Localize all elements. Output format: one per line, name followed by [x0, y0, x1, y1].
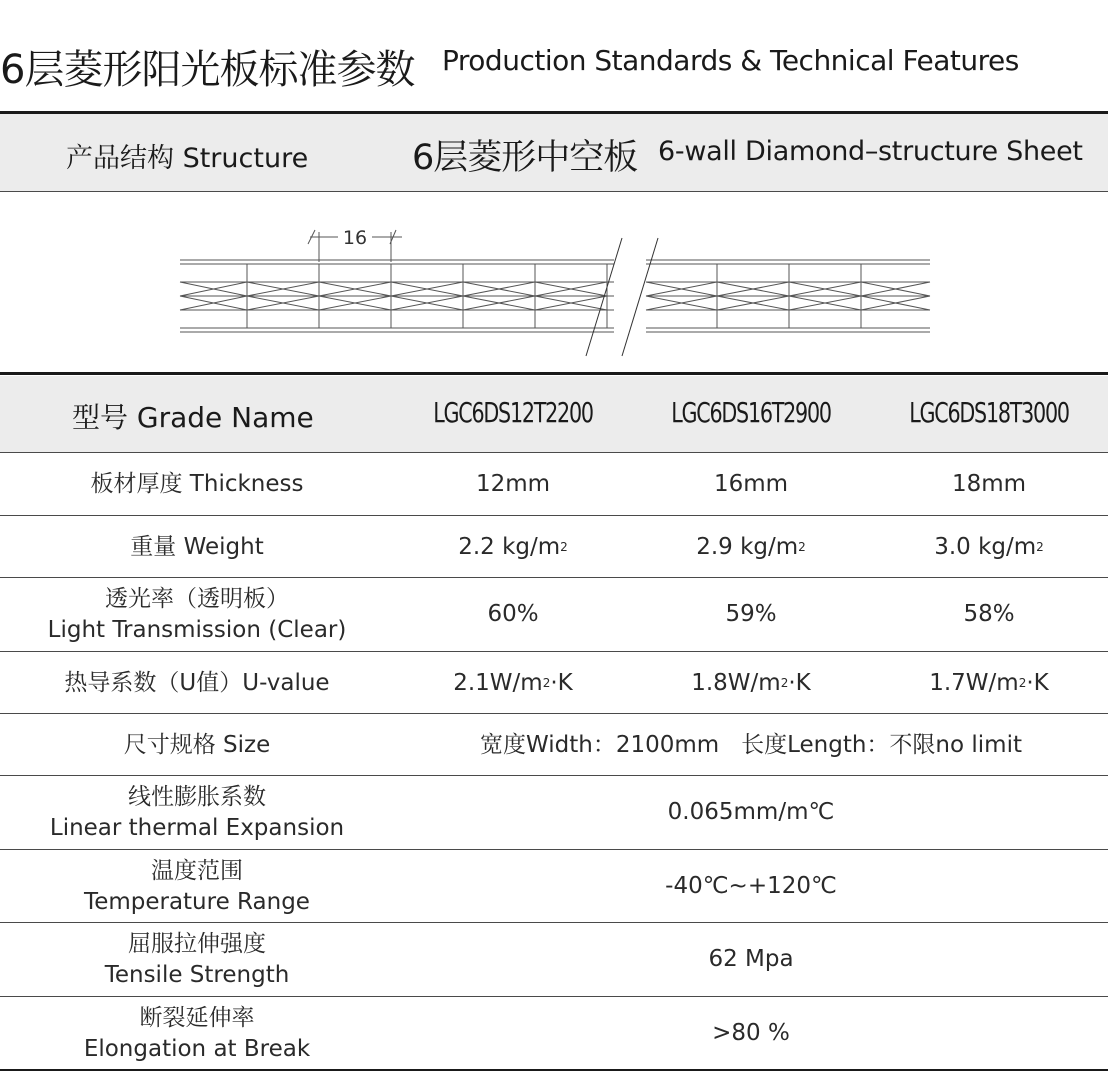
row-label-expansion: 线性膨胀系数 Linear thermal Expansion: [49, 783, 345, 841]
sheet-left-segment: [180, 260, 614, 332]
table-row-temperature: [0, 850, 1108, 923]
uvalue-value-2: 1.8W/m 2 ·K: [691, 669, 811, 696]
temperature-value: -40℃~+120℃: [665, 873, 837, 899]
thickness-value-3: 18mm: [951, 470, 1027, 497]
weight-value-2: 2.9 kg/m 2: [696, 533, 806, 560]
transmission-value-1: 60%: [487, 601, 539, 627]
table-row-elongation: [0, 997, 1108, 1070]
table-row-tensile: [0, 923, 1108, 996]
grade-column-1: LGC6DS12T2200: [433, 396, 593, 429]
table-row-thickness: [0, 453, 1108, 515]
bottom-rule: [0, 1069, 1108, 1071]
dimension-label: 16: [342, 227, 368, 249]
table-row-transmission: [0, 578, 1108, 651]
page-title: [0, 32, 1112, 93]
break-line-left: [586, 238, 622, 356]
page-title-cn: 6层菱形阳光板标准参数: [0, 47, 415, 93]
grade-label: 型号 Grade Name: [72, 401, 314, 434]
grade-column-3: LGC6DS18T3000: [909, 396, 1069, 429]
transmission-value-2: 59%: [725, 601, 777, 627]
cross-section-diagram: [170, 222, 940, 362]
grade-header-row: [0, 376, 1108, 452]
table-row-expansion: [0, 776, 1108, 849]
uvalue-value-3: 1.7W/m 2 ·K: [929, 669, 1049, 696]
table-row-uvalue: [0, 652, 1108, 714]
transmission-value-3: 58%: [963, 601, 1015, 627]
grade-column-2: LGC6DS16T2900: [671, 396, 831, 429]
structure-value-cn: 6层菱形中空板: [412, 138, 638, 178]
sheet-right-segment: [646, 260, 930, 332]
thickness-value-2: 16mm: [713, 470, 789, 497]
expansion-value: 0.065mm/m℃: [667, 799, 835, 825]
grade-top-rule: [0, 372, 1108, 375]
structure-row: [0, 114, 1108, 192]
page-title-en: Production Standards & Technical Features: [442, 44, 1019, 77]
structure-bottom-rule: [0, 191, 1108, 192]
row-label-thickness: 板材厚度 Thickness: [90, 470, 304, 497]
weight-value-1: 2.2 kg/m 2: [458, 533, 568, 560]
cross-section-svg: [170, 222, 940, 362]
row-label-size: 尺寸规格 Size: [123, 731, 271, 758]
uvalue-value-1: 2.1W/m 2 ·K: [453, 669, 573, 696]
elongation-value: >80 %: [712, 1020, 790, 1046]
row-label-weight: 重量 Weight: [130, 533, 264, 560]
row-label-elongation: 断裂延伸率 Elongation at Break: [83, 1004, 311, 1062]
row-label-transmission: 透光率（透明板） Light Transmission (Clear): [47, 585, 347, 643]
table-row-weight: [0, 516, 1108, 578]
size-value: 宽度Width：2100mm 长度Length：不限no limit: [480, 731, 1022, 758]
structure-value-en: 6-wall Diamond–structure Sheet: [658, 136, 1083, 167]
table-row-size: [0, 714, 1108, 776]
weight-value-3: 3.0 kg/m 2: [934, 533, 1044, 560]
thickness-value-1: 12mm: [475, 470, 551, 497]
row-label-tensile: 屈服拉伸强度 Tensile Strength: [104, 930, 290, 988]
tensile-value: 62 Mpa: [708, 946, 794, 972]
row-label-uvalue: 热导系数（U值）U-value: [64, 669, 330, 696]
row-label-temperature: 温度范围 Temperature Range: [84, 857, 310, 915]
structure-label: 产品结构 Structure: [66, 143, 309, 174]
